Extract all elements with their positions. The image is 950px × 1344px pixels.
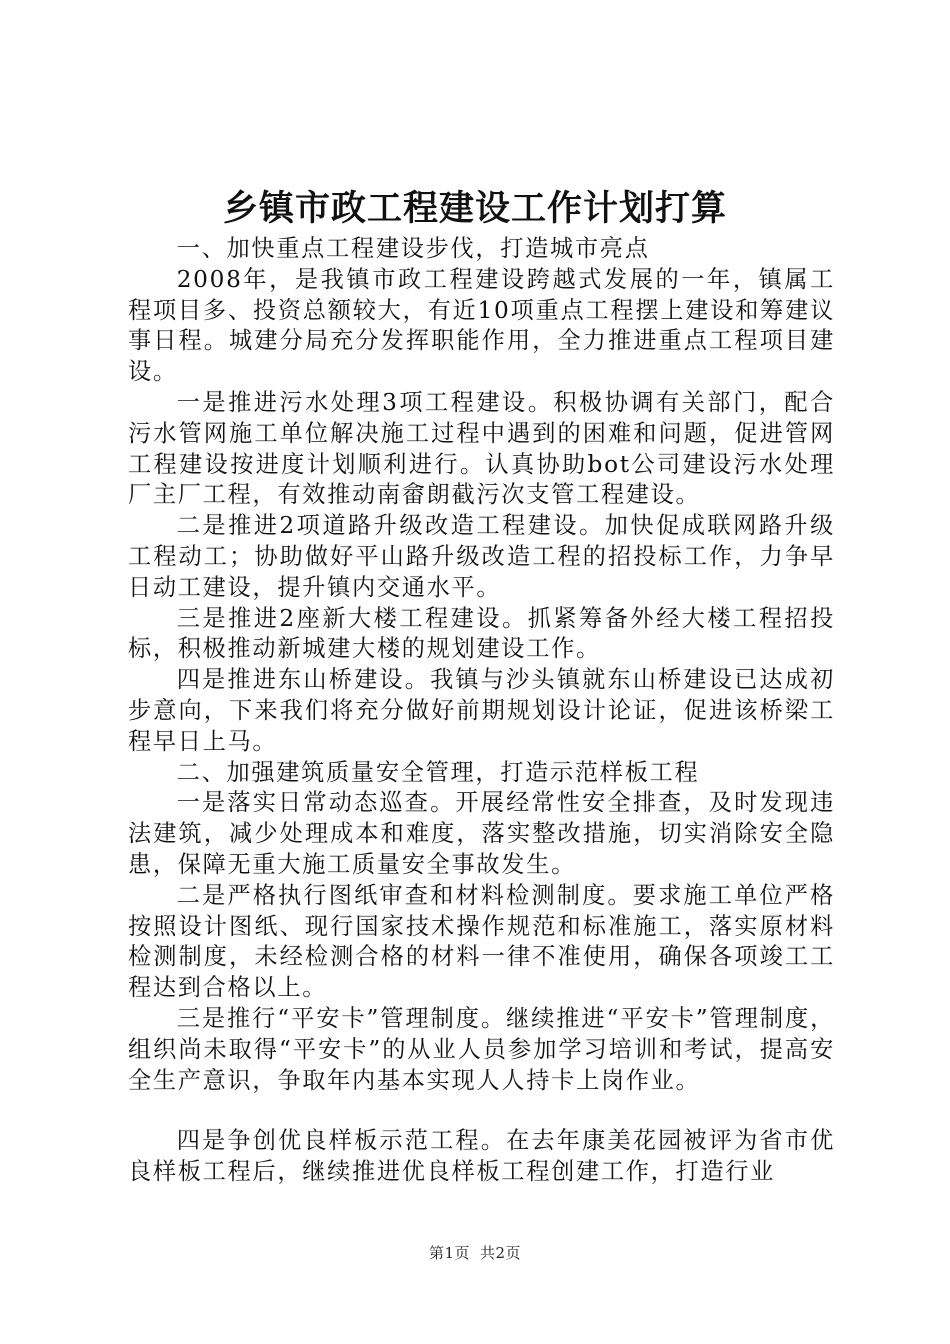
page-total: 共2页 — [480, 1244, 522, 1262]
paragraph-item-3: 三是推进2座新大楼工程建设。抓紧筹备外经大楼工程招投标，积极推动新城建大楼的规划建设工作。 — [128, 604, 835, 663]
paragraph-item-4: 四是推进东山桥建设。我镇与沙头镇就东山桥建设已达成初步意向，下来我们将充分做好前期规划设计论证，促进该桥梁工程早日上马。 — [128, 666, 835, 755]
page-footer — [0, 1242, 950, 1263]
paragraph-item-8: 四是争创优良样板示范工程。在去年康美花园被评为省市优良样板工程后，继续推进优良样板工程创建工作，打造行业 — [128, 1127, 835, 1186]
paragraph-item-1: 一是推进污水处理3项工程建设。积极协调有关部门，配合污水管网施工单位解决施工过程中遇到的困难和问题，促进管网工程建设按进度计划顺利进行。认真协助bot公司建设污水处理厂主厂工程，有效推动南畲朗截污次支管工程建设。 — [128, 388, 835, 509]
paragraph-item-7: 三是推行“平安卡”管理制度。继续推进“平安卡”管理制度，组织尚未取得“平安卡”的从业人员参加学习培训和考试，提高安全生产意识，争取年内基本实现人人持卡上岗作业。 — [128, 1004, 835, 1094]
paragraph-item-2: 二是推进2项道路升级改造工程建设。加快促成联网路升级工程动工；协助做好平山路升级改造工程的招投标工作，力争早日动工建设，提升镇内交通水平。 — [128, 512, 835, 601]
section-heading-1: 一、加快重点工程建设步伐，打造城市亮点 — [176, 235, 650, 262]
paragraph-intro: 2008年，是我镇市政工程建设跨越式发展的一年，镇属工程项目多、投资总额较大，有近10项重点工程摆上建设和筹建议事日程。城建分局充分发挥职能作用，全力推进重点工程项目建设。 — [128, 265, 835, 386]
paragraph-item-6: 二是严格执行图纸审查和材料检测制度。要求施工单位严格按照设计图纸、现行国家技术操作规范和标准施工，落实原材料检测制度，未经检测合格的材料一律不准使用，确保各项竣工工程达到合格以上。 — [128, 881, 835, 1002]
paragraph-item-5: 一是落实日常动态巡查。开展经常性安全排查，及时发现违法建筑，减少处理成本和难度，落实整改措施，切实消除安全隐患，保障无重大施工质量安全事故发生。 — [128, 789, 835, 878]
document-title: 乡镇市政工程建设工作计划打算 — [222, 188, 727, 229]
document-body — [128, 234, 835, 1188]
section-heading-2: 二、加强建筑质量安全管理，打造示范样板工程 — [176, 758, 700, 786]
page-number: 第1页 — [428, 1244, 470, 1262]
